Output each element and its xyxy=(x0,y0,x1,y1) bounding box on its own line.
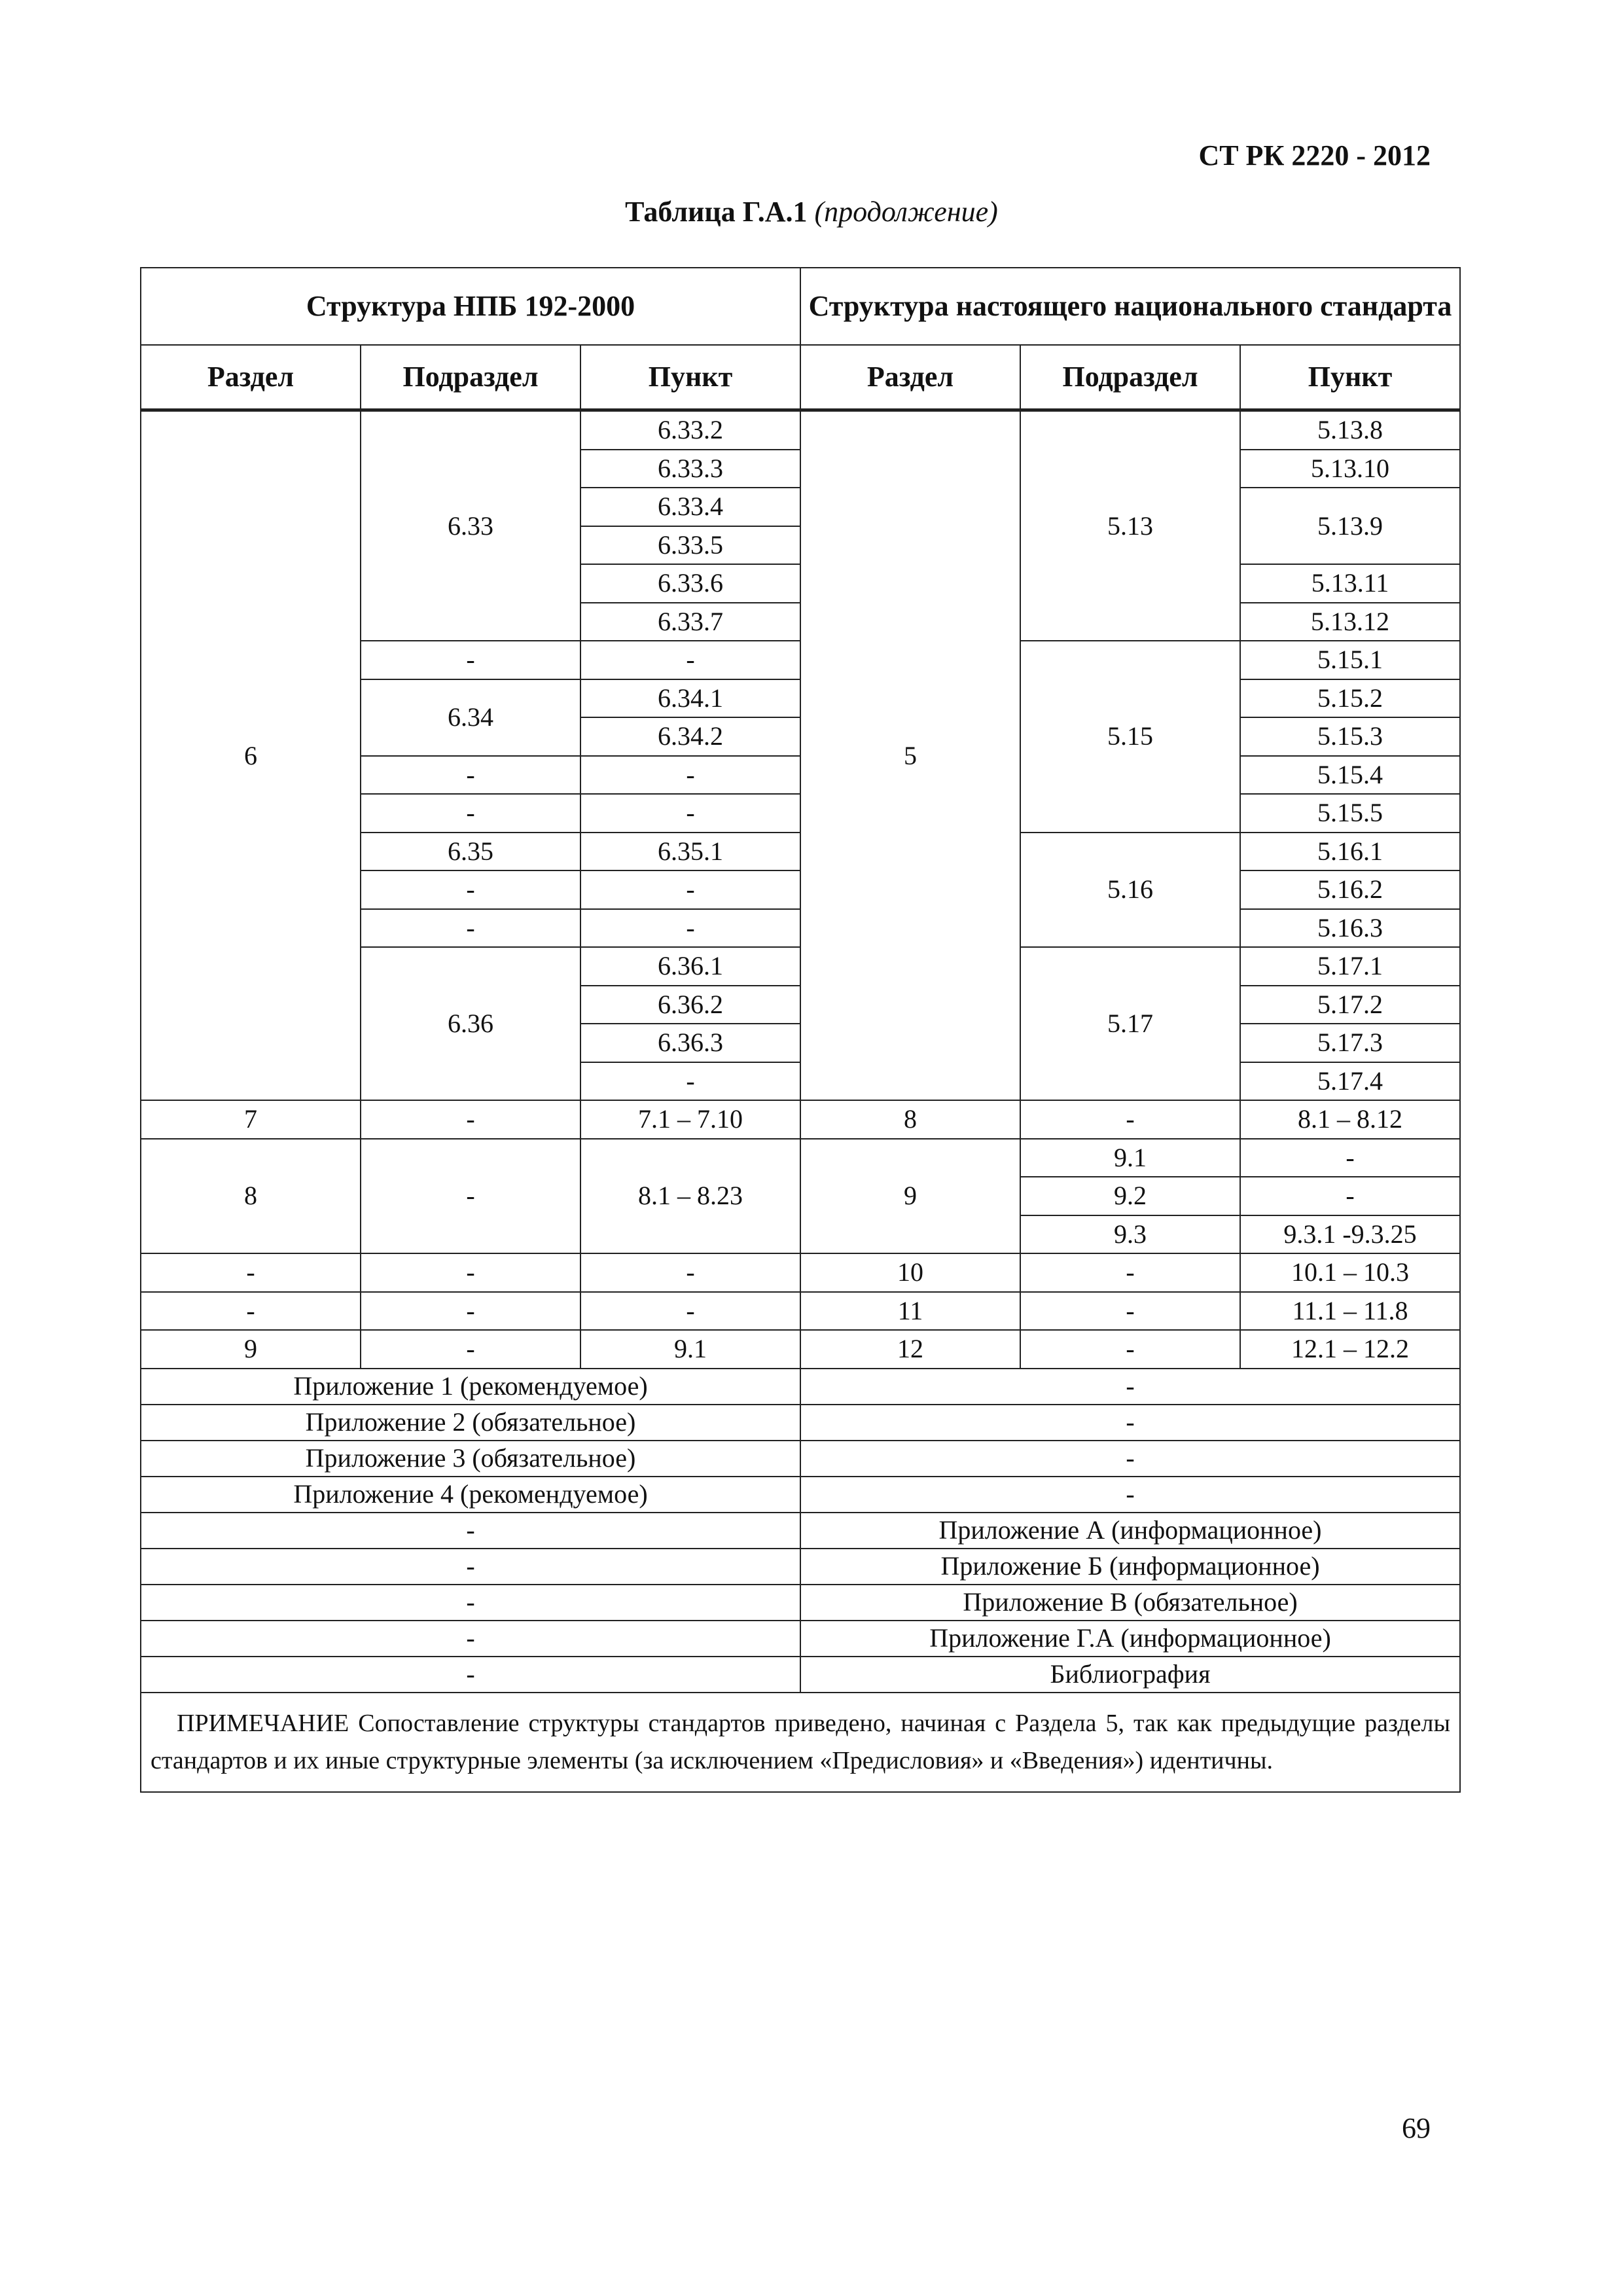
table-cell: 8 xyxy=(800,1100,1020,1139)
table-cell: 5.16.1 xyxy=(1240,833,1460,871)
table-cell: - xyxy=(580,641,800,679)
table-cell: 6.33.2 xyxy=(580,410,800,450)
table-cell: - xyxy=(141,1585,800,1621)
table-cell: Приложение 2 (обязательное) xyxy=(141,1405,800,1441)
table-cell: - xyxy=(1240,1139,1460,1177)
structure-comparison-table xyxy=(140,267,1461,1793)
table-cell: - xyxy=(141,1513,800,1549)
appendix-row xyxy=(141,1405,1460,1441)
table-cell: - xyxy=(361,1292,580,1331)
table-cell: 6.34.2 xyxy=(580,717,800,756)
table-cell: 5.13.11 xyxy=(1240,564,1460,603)
table-cell: 12.1 – 12.2 xyxy=(1240,1330,1460,1369)
table-cell: - xyxy=(800,1477,1460,1513)
table-cell: 7 xyxy=(141,1100,361,1139)
table-cell: 6.33 xyxy=(361,410,580,641)
table-cell: - xyxy=(800,1405,1460,1441)
table-cell: 5 xyxy=(800,410,1020,1101)
table-cell: - xyxy=(361,870,580,909)
table-note-text: ПРИМЕЧАНИЕ Сопоставление структуры стандартов приведено, начиная с Раздела 5, так как предыдущие разделы стандартов и их иные структурные элементы (за исключением «Предисловия» и «Введения») идентичны. xyxy=(151,1709,1450,1774)
table-cell: 5.16 xyxy=(1020,833,1240,948)
table-cell: - xyxy=(800,1441,1460,1477)
appendix-row xyxy=(141,1657,1460,1693)
table-cell: - xyxy=(800,1369,1460,1405)
table-cell: 8.1 – 8.12 xyxy=(1240,1100,1460,1139)
table-cell: 6.36.1 xyxy=(580,947,800,986)
table-cell: 12 xyxy=(800,1330,1020,1369)
table-cell: 5.16.2 xyxy=(1240,870,1460,909)
table-cell: - xyxy=(141,1292,361,1331)
table-cell: 5.15.3 xyxy=(1240,717,1460,756)
table-cell: - xyxy=(1020,1330,1240,1369)
table-cell: Приложение Б (информационное) xyxy=(800,1549,1460,1585)
appendix-row xyxy=(141,1477,1460,1513)
table-row xyxy=(141,1292,1460,1331)
table-cell: 9 xyxy=(800,1139,1020,1254)
col-header: Подраздел xyxy=(361,345,580,410)
col-header: Раздел xyxy=(800,345,1020,410)
table-cell: - xyxy=(361,909,580,948)
table-cell: - xyxy=(580,1253,800,1292)
table-cell: - xyxy=(361,794,580,833)
table-cell: Библиография xyxy=(800,1657,1460,1693)
table-cell: 6.35.1 xyxy=(580,833,800,871)
table-row xyxy=(141,1139,1460,1177)
table-cell: Приложение 3 (обязательное) xyxy=(141,1441,800,1477)
table-cell: 5.13.10 xyxy=(1240,450,1460,488)
table-cell: 9.2 xyxy=(1020,1177,1240,1215)
appendix-row xyxy=(141,1369,1460,1405)
table-cell: 5.15.1 xyxy=(1240,641,1460,679)
table-cell: 6.33.3 xyxy=(580,450,800,488)
table-cell: 6 xyxy=(141,410,361,1101)
table-cell: 6.33.4 xyxy=(580,488,800,526)
table-caption-suffix: (продолжение) xyxy=(814,196,998,228)
table-cell: 9 xyxy=(141,1330,361,1369)
table-cell: 6.35 xyxy=(361,833,580,871)
table-cell: Приложение Г.А (информационное) xyxy=(800,1621,1460,1657)
table-cell: 6.33.5 xyxy=(580,526,800,565)
table-cell: 9.3.1 -9.3.25 xyxy=(1240,1215,1460,1254)
table-caption xyxy=(0,195,1623,228)
table-cell: 8 xyxy=(141,1139,361,1254)
table-cell: 11 xyxy=(800,1292,1020,1331)
col-header: Пункт xyxy=(580,345,800,410)
table-cell: - xyxy=(361,1253,580,1292)
table-cell: - xyxy=(1020,1253,1240,1292)
col-header: Раздел xyxy=(141,345,361,410)
table-note xyxy=(141,1693,1460,1792)
appendix-row xyxy=(141,1585,1460,1621)
table-cell: 5.13.12 xyxy=(1240,603,1460,641)
table-cell: 5.17.3 xyxy=(1240,1024,1460,1062)
col-header: Подраздел xyxy=(1020,345,1240,410)
table-cell: Приложение 1 (рекомендуемое) xyxy=(141,1369,800,1405)
table-cell: 5.17 xyxy=(1020,947,1240,1100)
table-cell: - xyxy=(1020,1292,1240,1331)
table-cell: - xyxy=(1240,1177,1460,1215)
table-cell: 6.36 xyxy=(361,947,580,1100)
table-cell: Приложение 4 (рекомендуемое) xyxy=(141,1477,800,1513)
appendix-row xyxy=(141,1621,1460,1657)
table-cell: - xyxy=(141,1253,361,1292)
table-cell: 5.17.1 xyxy=(1240,947,1460,986)
table-cell: 5.13.8 xyxy=(1240,410,1460,450)
appendix-row xyxy=(141,1441,1460,1477)
table-cell: - xyxy=(141,1621,800,1657)
table-cell: 10 xyxy=(800,1253,1020,1292)
table-cell: 9.3 xyxy=(1020,1215,1240,1254)
table-cell: 6.33.7 xyxy=(580,603,800,641)
table-cell: - xyxy=(1020,1100,1240,1139)
table-row xyxy=(141,410,1460,450)
table-cell: 5.15.2 xyxy=(1240,679,1460,718)
appendix-row xyxy=(141,1513,1460,1549)
header-group-row xyxy=(141,268,1460,345)
table-cell: 5.15 xyxy=(1020,641,1240,833)
page-number: 69 xyxy=(1402,2112,1431,2144)
table-cell: - xyxy=(361,1330,580,1369)
table-cell: - xyxy=(580,870,800,909)
table-cell: - xyxy=(141,1657,800,1693)
table-cell: 6.36.3 xyxy=(580,1024,800,1062)
appendix-row xyxy=(141,1549,1460,1585)
table-row xyxy=(141,1100,1460,1139)
table-cell: 5.17.4 xyxy=(1240,1062,1460,1101)
table-cell: Приложение А (информационное) xyxy=(800,1513,1460,1549)
table-cell: - xyxy=(361,1100,580,1139)
table-cell: - xyxy=(580,909,800,948)
table-cell: 6.36.2 xyxy=(580,986,800,1024)
table-cell: 5.16.3 xyxy=(1240,909,1460,948)
table-cell: - xyxy=(580,1062,800,1101)
table-cell: 10.1 – 10.3 xyxy=(1240,1253,1460,1292)
table-cell: - xyxy=(580,794,800,833)
table-cell: 5.13.9 xyxy=(1240,488,1460,564)
table-row xyxy=(141,1253,1460,1292)
table-cell: - xyxy=(580,1292,800,1331)
standard-code: СТ РК 2220 - 2012 xyxy=(1198,139,1431,171)
note-row xyxy=(141,1693,1460,1792)
col-header: Пункт xyxy=(1240,345,1460,410)
table-cell: 7.1 – 7.10 xyxy=(580,1100,800,1139)
table-cell: 8.1 – 8.23 xyxy=(580,1139,800,1254)
table-cell: 11.1 – 11.8 xyxy=(1240,1292,1460,1331)
group-header-left: Структура НПБ 192-2000 xyxy=(141,268,800,345)
table-cell: 6.33.6 xyxy=(580,564,800,603)
table-cell: 5.13 xyxy=(1020,410,1240,641)
table-cell: 6.34.1 xyxy=(580,679,800,718)
table-cell: 9.1 xyxy=(580,1330,800,1369)
table-cell: - xyxy=(361,756,580,795)
table-cell: Приложение В (обязательное) xyxy=(800,1585,1460,1621)
table-cell: - xyxy=(361,641,580,679)
table-row xyxy=(141,1330,1460,1369)
table-cell: 5.15.4 xyxy=(1240,756,1460,795)
table-cell: - xyxy=(580,756,800,795)
group-header-right: Структура настоящего национального стандарта xyxy=(800,268,1460,345)
table-cell: 5.15.5 xyxy=(1240,794,1460,833)
table-cell: 5.17.2 xyxy=(1240,986,1460,1024)
table-cell: 6.34 xyxy=(361,679,580,756)
table-cell: - xyxy=(361,1139,580,1254)
column-header-row xyxy=(141,345,1460,410)
table-caption-label: Таблица Г.А.1 xyxy=(625,196,808,228)
table-cell: - xyxy=(141,1549,800,1585)
table-cell: 9.1 xyxy=(1020,1139,1240,1177)
